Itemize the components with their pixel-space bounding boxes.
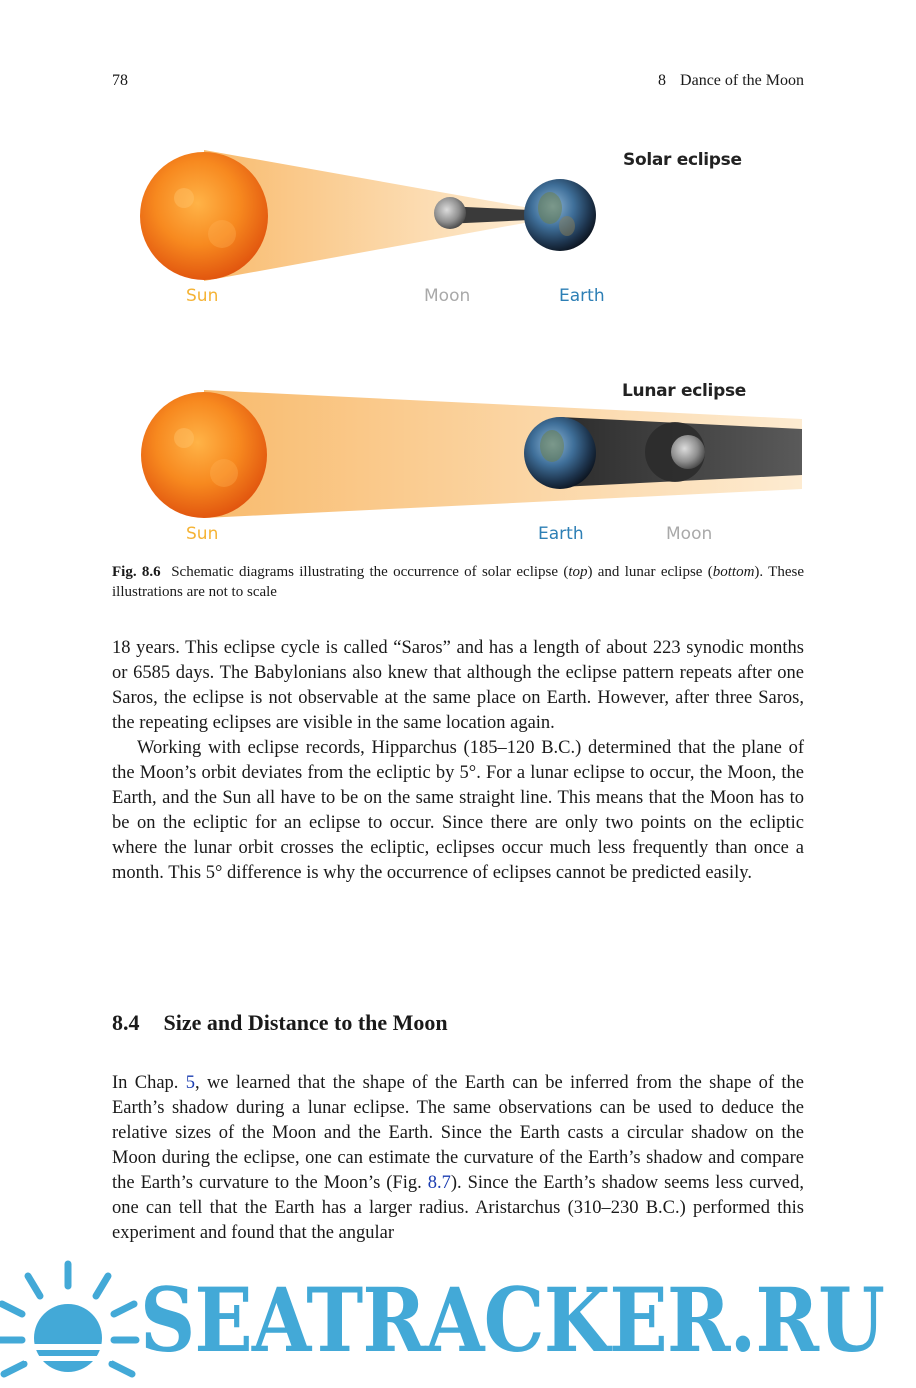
caption-text: Schematic diagrams illustrating the occurrence of solar eclipse ( <box>171 564 569 580</box>
solar-sun-label: Sun <box>186 286 219 306</box>
paragraph-hipparchus: Working with eclipse records, Hipparchus (185–120 B.C.) determined that the plane of the Moon’s orbit deviates from the ecliptic by 5°. For a lunar eclipse to occur, the Moon, the Earth, and the Sun all have to be on the same straight line. This means that the Moon has to be on the ecliptic for an eclipse to occur. Since there are only two points on the ecliptic where the lunar orbit crosses the ecliptic, eclipses occur much less frequently than once a month. This 5° difference is why the occurrence of eclipses cannot be predicted easily. <box>112 738 804 883</box>
paragraph-text: In Chap. <box>112 1073 186 1093</box>
paragraph-saros: 18 years. This eclipse cycle is called “Saros” and has a length of about 223 synodic months or 6585 days. The Babylonians also knew that although the eclipse pattern repeats after one Saros, the eclipse is not observable at the same place on Earth. However, after three Saros, the repeating eclipses are visible in the same location again. <box>112 638 804 733</box>
solar-eclipse-diagram <box>140 150 596 281</box>
page-number: 78 <box>112 72 128 89</box>
chapter-header <box>658 72 804 90</box>
lunar-moon-label: Moon <box>666 524 713 544</box>
solar-eclipse-title: Solar eclipse <box>623 150 742 170</box>
eclipse-figure <box>112 128 804 548</box>
eclipse-diagram <box>112 128 804 548</box>
caption-text: ). These illustrations are not to scale <box>112 564 804 600</box>
section-number: 8.4 <box>112 1010 140 1035</box>
solar-moon-label: Moon <box>424 286 471 306</box>
caption-text: ) and lunar eclipse ( <box>587 564 713 580</box>
chapter-title: Dance of the Moon <box>680 72 804 89</box>
figure-caption <box>112 562 804 602</box>
moon-icon <box>671 435 705 469</box>
lunar-eclipse-diagram <box>141 390 802 518</box>
section-heading <box>112 1010 448 1036</box>
section-body <box>112 1071 804 1246</box>
paragraph-text: ). Since the Earth’s shadow seems less curved, one can tell that the Earth has a larger radius. Aristarchus (310–230 B.C.) performed this experiment and found that the angular <box>112 1173 804 1243</box>
figure-link[interactable]: 8.7 <box>427 1173 451 1193</box>
lunar-eclipse-title: Lunar eclipse <box>622 381 746 401</box>
solar-earth-label: Earth <box>559 286 605 306</box>
caption-italic-top: top <box>568 564 588 580</box>
section-title: Size and Distance to the Moon <box>163 1010 448 1035</box>
body-paragraphs <box>112 636 804 886</box>
lunar-earth-label: Earth <box>538 524 584 544</box>
running-head <box>112 72 804 92</box>
caption-label: Fig. 8.6 <box>112 564 161 580</box>
watermark-text: SEATRACKER.RU <box>140 1268 885 1372</box>
moon-icon <box>434 197 466 229</box>
chapter-link[interactable]: 5 <box>185 1073 196 1093</box>
caption-italic-bottom: bottom <box>712 564 755 580</box>
lunar-sun-label: Sun <box>186 524 219 544</box>
chapter-number: 8 <box>658 72 667 89</box>
sun-icon <box>140 152 268 280</box>
paragraph-size-distance <box>112 1071 804 1246</box>
sun-icon <box>141 392 267 518</box>
paragraph-text: , we learned that the shape of the Earth can be inferred from the shape of the Earth’s shadow during a lunar eclipse. The same observations can be used to deduce the relative sizes of the Moon and the Earth. Since the Earth casts a circular shadow on the Moon during the eclipse, one can estimate the curvature of the Earth’s shadow and compare the Earth’s curvature to the Moon’s (Fig. <box>112 1073 804 1193</box>
